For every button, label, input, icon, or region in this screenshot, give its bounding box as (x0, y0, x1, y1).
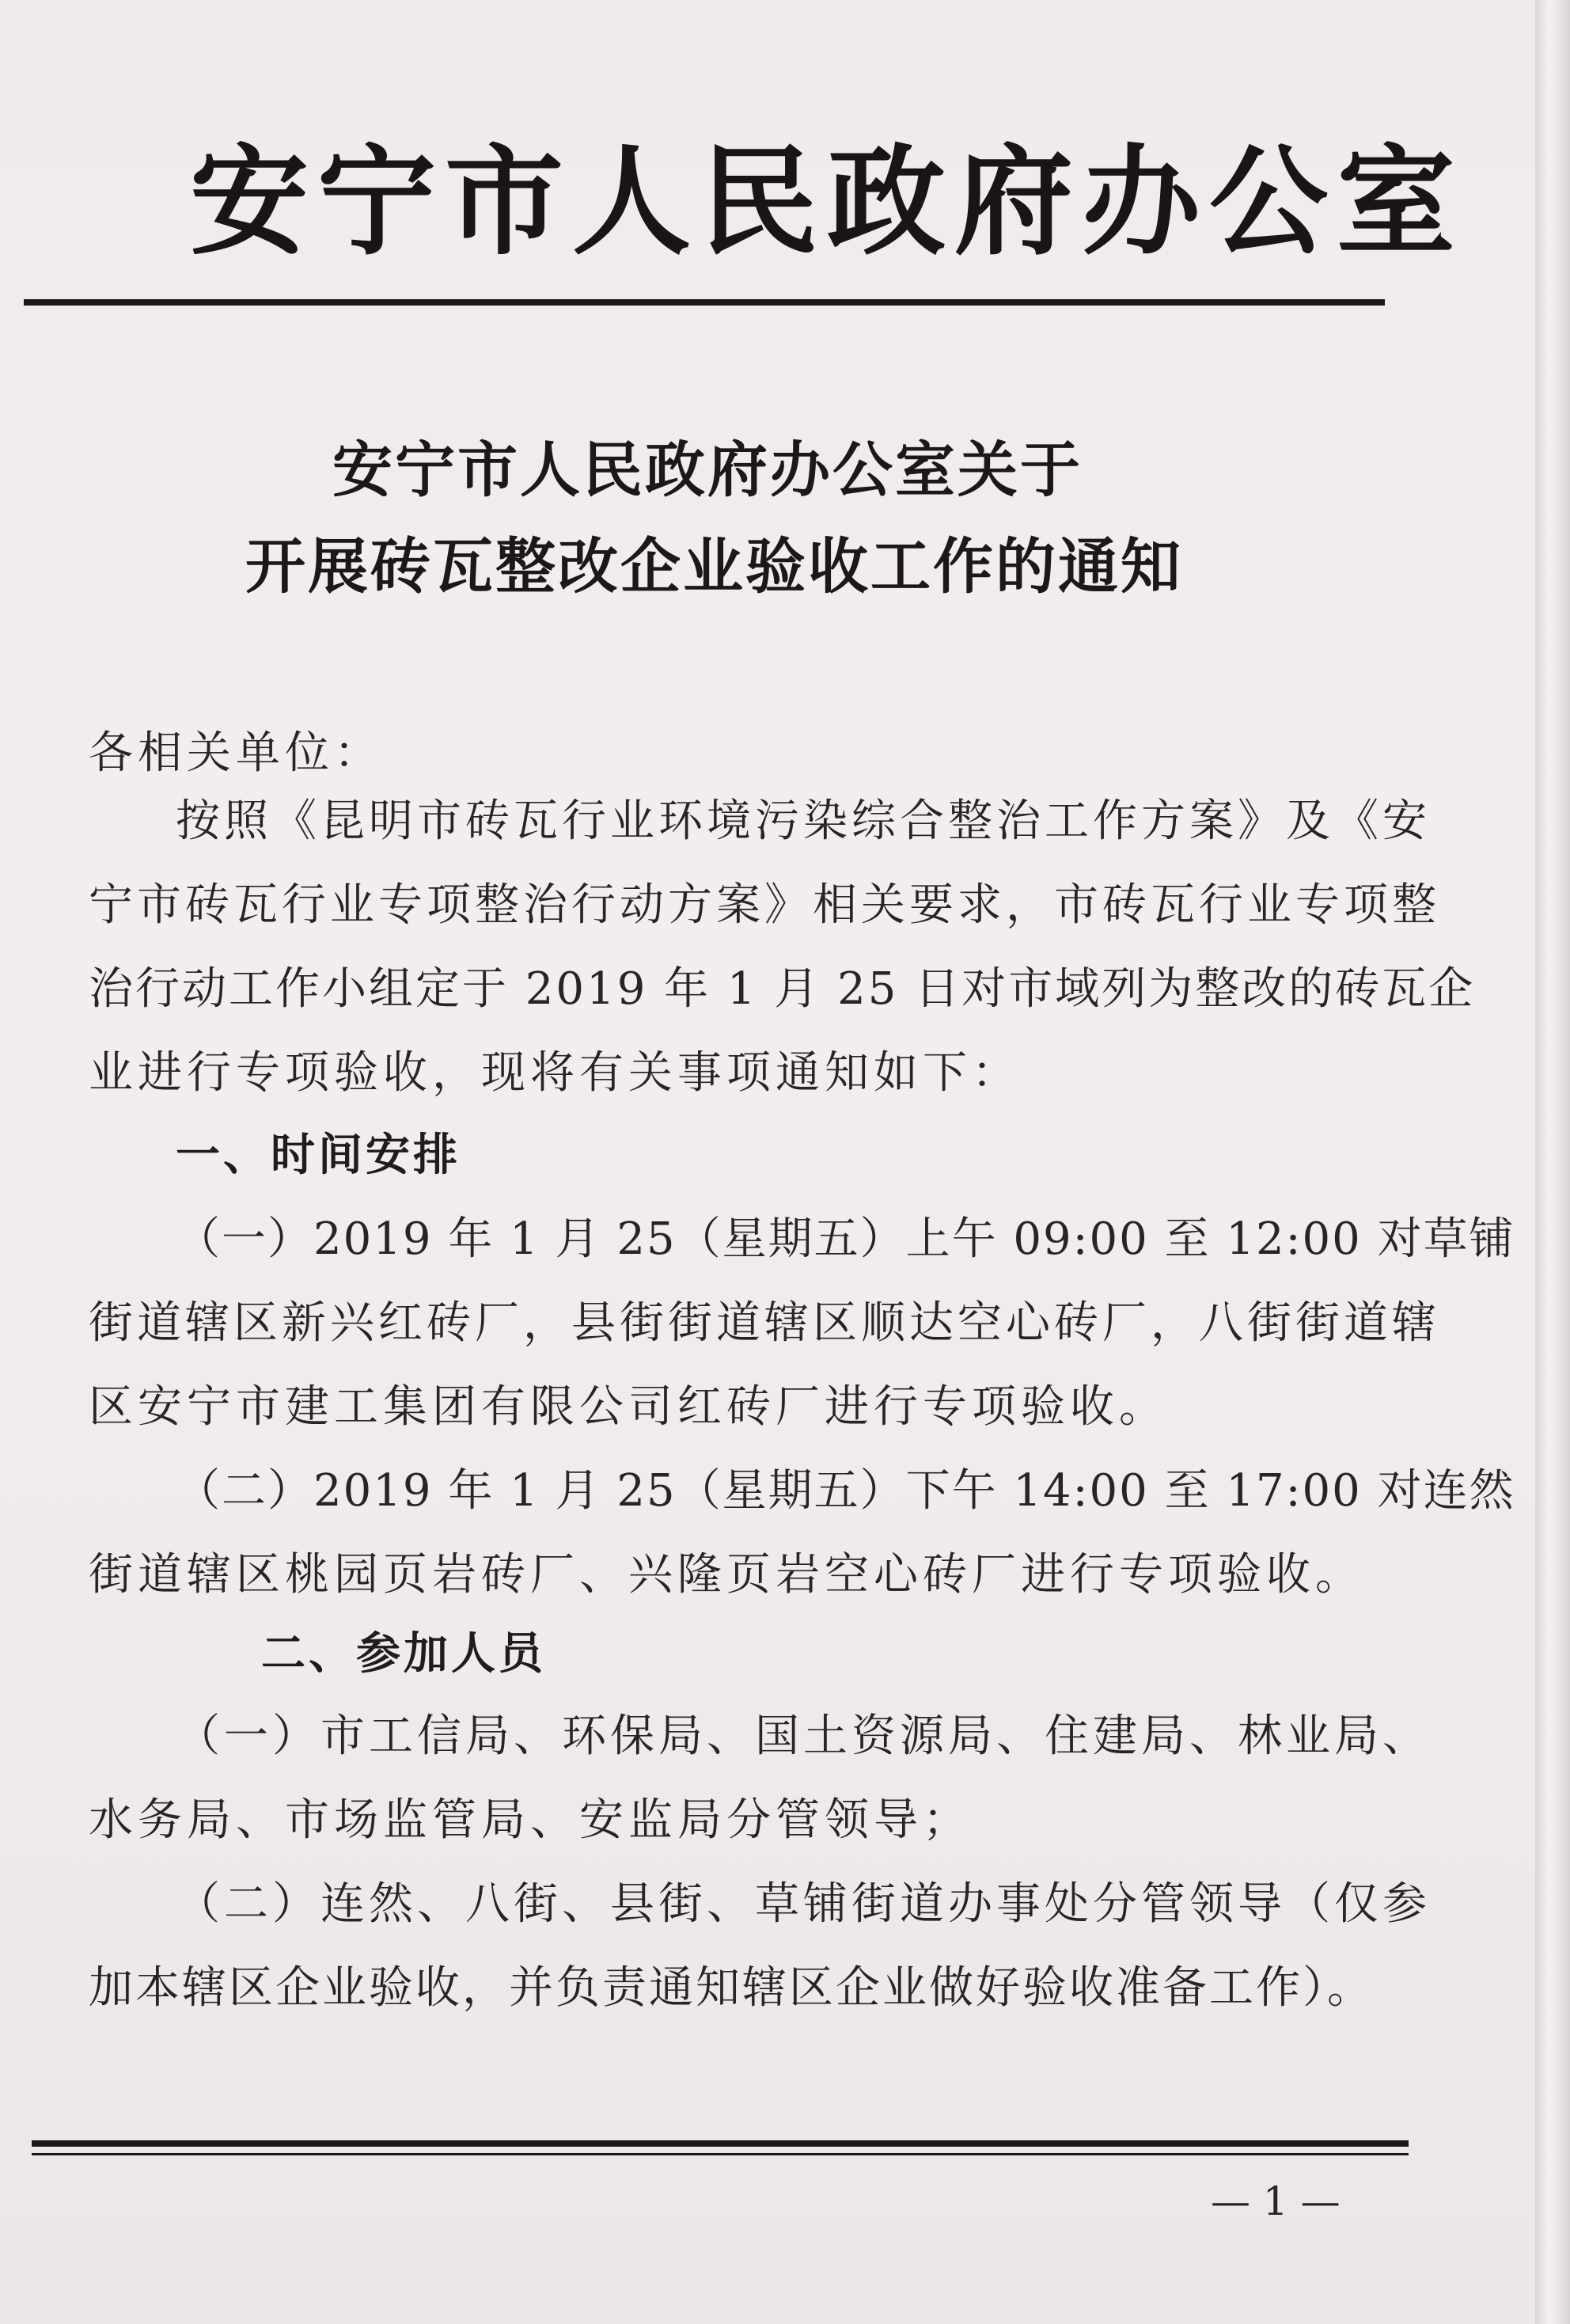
participants-item-line: （一）市工信局、环保局、国土资源局、住建局、林业局、 (176, 1711, 1431, 1762)
participants-item-line: （二）连然、八街、县街、草铺街道办事处分管领导（仅参 (176, 1878, 1431, 1930)
section-heading-schedule: 一、时间安排 (176, 1130, 461, 1181)
document-title-line-2: 开展砖瓦整改企业验收工作的通知 (245, 531, 1183, 602)
participants-item-line: 加本辖区企业验收，并负责通知辖区企业做好验收准备工作）。 (89, 1962, 1374, 2014)
schedule-item-line: 区安宁市建工集团有限公司红砖厂进行专项验收。 (89, 1381, 1168, 1433)
page-edge (1535, 0, 1570, 2324)
schedule-item-line: （二）2019 年 1 月 25（星期五）下午 14:00 至 17:00 对连然 (176, 1465, 1515, 1517)
page-number: — 1 — (1211, 2178, 1341, 2224)
schedule-item-line: 街道辖区桃园页岩砖厂、兴隆页岩空心砖厂进行专项验收。 (89, 1549, 1364, 1601)
section-heading-participants: 二、参加人员 (261, 1628, 546, 1680)
salutation: 各相关单位： (89, 727, 383, 779)
footer-rule-thin (32, 2153, 1409, 2155)
schedule-item-line: 街道辖区新兴红砖厂，县街街道辖区顺达空心砖厂，八街街道辖 (89, 1297, 1440, 1349)
body-paragraph-line: 按照《昆明市砖瓦行业环境污染综合整治工作方案》及《安 (176, 796, 1431, 847)
schedule-item-line: （一）2019 年 1 月 25（星期五）上午 09:00 至 12:00 对草铺 (176, 1213, 1515, 1265)
issuing-authority-header: 安宁市人民政府办公室 (190, 132, 1465, 272)
footer-rule-thick (32, 2140, 1409, 2147)
header-rule (24, 299, 1385, 306)
body-paragraph-line: 治行动工作小组定于 2019 年 1 月 25 日对市域列为整改的砖瓦企 (89, 963, 1476, 1015)
body-paragraph-line: 宁市砖瓦行业专项整治行动方案》相关要求，市砖瓦行业专项整 (89, 879, 1440, 931)
participants-item-line: 水务局、市场监管局、安监局分管领导； (89, 1794, 972, 1846)
document-title-line-1: 安宁市人民政府办公室关于 (332, 435, 1083, 505)
body-paragraph-line: 业进行专项验收，现将有关事项通知如下： (89, 1047, 1021, 1099)
